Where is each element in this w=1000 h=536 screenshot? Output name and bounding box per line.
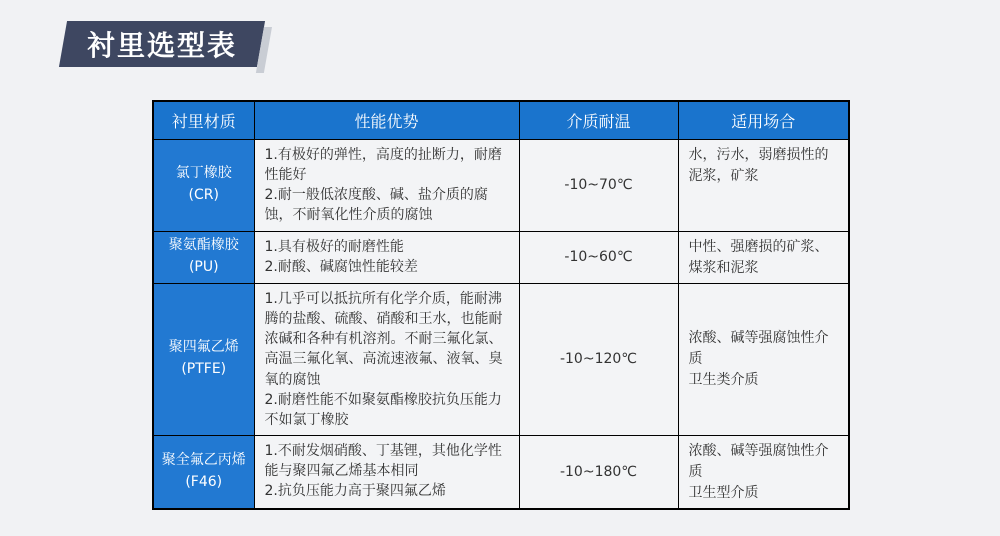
temperature-cell: -10~70℃: [519, 139, 678, 231]
performance-cell: [254, 283, 519, 435]
temperature-cell: -10~60℃: [519, 231, 678, 283]
lining-selection-table: [152, 100, 850, 510]
performance-cell: [254, 139, 519, 231]
material-cell: [153, 435, 254, 509]
performance-item: 2.耐磨性能不如聚氨酯橡胶抗负压能力不如氯丁橡胶: [264, 391, 502, 429]
page-title: 衬里选型表: [87, 29, 238, 62]
application-line: 卫生型介质: [688, 484, 759, 501]
performance-item: 1.有极好的弹性，高度的扯断力，耐磨性能好: [264, 146, 502, 183]
performance-item: 2.耐酸、碱腐蚀性能较差: [264, 258, 418, 275]
application-cell: [678, 283, 849, 435]
performance-item: 2.抗负压能力高于聚四氟乙烯: [264, 483, 446, 500]
application-line: 中性、强磨损的矿浆、煤浆和泥浆: [688, 238, 829, 276]
material-cell: [153, 231, 254, 283]
material-name: 聚全氟乙丙烯: [161, 451, 246, 468]
performance-item: 2.耐一般低浓度酸、碱、盐介质的腐蚀，不耐氧化性介质的腐蚀: [264, 187, 488, 224]
table-header-row: [153, 101, 849, 139]
col-header-material: 衬里材质: [153, 101, 254, 139]
material-code: (CR): [188, 187, 219, 203]
temperature-cell: -10~120℃: [519, 283, 678, 435]
material-code: (PU): [188, 259, 219, 275]
material-cell: [153, 139, 254, 231]
material-code: (F46): [185, 473, 223, 490]
col-header-application: 适用场合: [678, 101, 849, 139]
table-row-f46: [153, 435, 849, 509]
application-line: 水，污水，弱磨损性的泥浆，矿浆: [688, 146, 829, 184]
table-row-pu: [153, 231, 849, 283]
performance-cell: [254, 435, 519, 509]
performance-cell: [254, 231, 519, 283]
application-cell: [678, 139, 849, 231]
material-name: 聚四氟乙烯: [168, 339, 239, 356]
title-banner: [59, 21, 265, 67]
application-line: 浓酸、碱等强腐蚀性介质: [688, 330, 829, 368]
application-line: 卫生类介质: [688, 372, 759, 389]
temperature-cell: -10~180℃: [519, 435, 678, 509]
col-header-performance: 性能优势: [254, 101, 519, 139]
material-cell: [153, 283, 254, 435]
application-cell: [678, 435, 849, 509]
col-header-temperature: 介质耐温: [519, 101, 678, 139]
material-name: 氯丁橡胶: [175, 165, 232, 182]
material-code: (PTFE): [181, 361, 227, 378]
performance-item: 1.几乎可以抵抗所有化学介质，能耐沸腾的盐酸、硫酸、硝酸和王水，也能耐浓碱和各种有机溶剂。不耐三氟化氯、高温三氟化氧、高流速液氟、液氧、臭氧的腐蚀: [264, 290, 503, 388]
application-line: 浓酸、碱等强腐蚀性介质: [688, 442, 829, 480]
performance-item: 1.不耐发烟硝酸、丁基锂，其他化学性能与聚四氟乙烯基本相同: [264, 442, 502, 479]
table-row-cr: [153, 139, 849, 231]
application-cell: [678, 231, 849, 283]
material-name: 聚氨酯橡胶: [168, 237, 239, 254]
performance-item: 1.具有极好的耐磨性能: [264, 238, 404, 255]
table-row-ptfe: [153, 283, 849, 435]
